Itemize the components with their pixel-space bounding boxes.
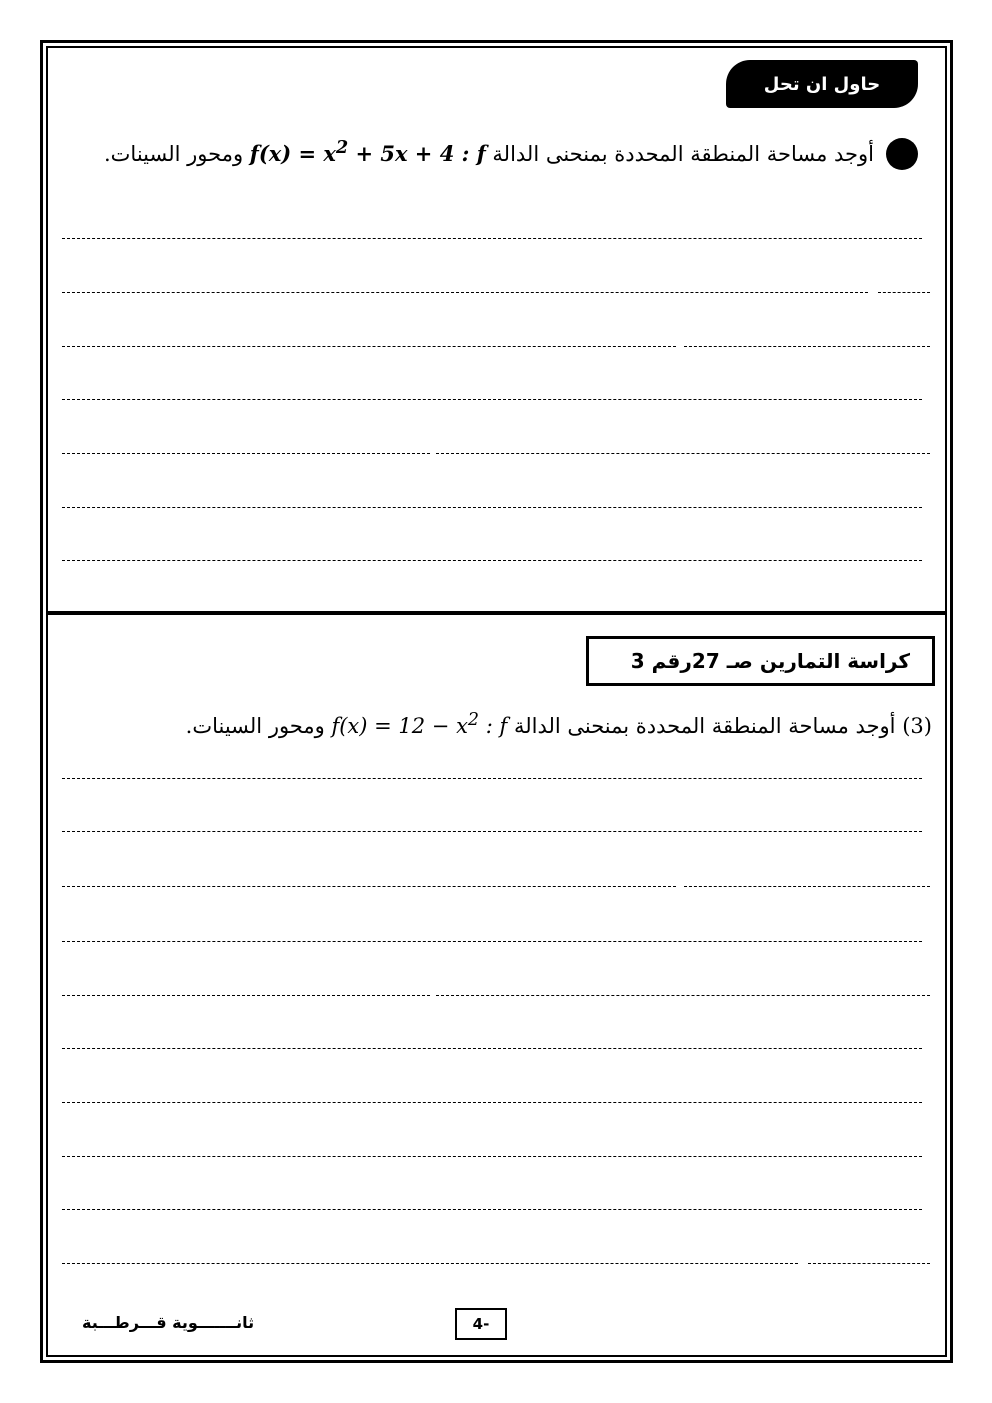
- school-name: ثانـــــــوية قـــرطـــبة: [82, 1313, 255, 1332]
- answer-line: [62, 560, 922, 561]
- page-number: 4-: [472, 1315, 490, 1333]
- answer-line: [62, 995, 430, 996]
- page-number-box: [455, 1308, 507, 1340]
- answer-line: [62, 1102, 922, 1103]
- question-3-prefix: أوجد مساحة المنطقة المحددة بمنحنى الدالة: [513, 714, 896, 738]
- question-3: [186, 710, 932, 738]
- answer-line: [62, 399, 922, 400]
- answer-line: [62, 1209, 922, 1210]
- question-1-suffix: ومحور السينات.: [103, 142, 244, 166]
- answer-line: [684, 346, 930, 347]
- answer-line: [62, 831, 922, 832]
- answer-line: [62, 1156, 922, 1157]
- answer-line: [62, 778, 922, 779]
- page-border-inner: [46, 46, 947, 1357]
- bullet-icon: [886, 138, 918, 170]
- answer-line: [62, 346, 676, 347]
- try-solve-label: حاول ان تحل: [763, 73, 881, 95]
- section-divider: [46, 611, 947, 615]
- question-1: [104, 138, 874, 166]
- answer-line: [436, 995, 930, 996]
- answer-line: [62, 507, 922, 508]
- answer-line: [436, 453, 930, 454]
- answer-line: [62, 1048, 922, 1049]
- answer-line: [808, 1263, 930, 1264]
- try-solve-badge: [726, 60, 918, 108]
- answer-line: [62, 292, 868, 293]
- answer-line: [62, 238, 922, 239]
- answer-line: [62, 1263, 798, 1264]
- workbook-reference-box: [586, 636, 935, 686]
- answer-line: [62, 886, 676, 887]
- question-1-prefix: أوجد مساحة المنطقة المحددة بمنحنى الدالة: [492, 142, 874, 166]
- answer-line: [684, 886, 930, 887]
- question-3-function: $f(x) = 12 - x^2$ : f: [331, 710, 508, 738]
- answer-line: [62, 941, 922, 942]
- question-3-suffix: ومحور السينات.: [185, 714, 325, 738]
- answer-line: [878, 292, 930, 293]
- workbook-reference-label: كراسة التمارين صـ 27رقم 3: [630, 649, 910, 673]
- answer-line: [62, 453, 430, 454]
- question-1-function: $f(x) = x^2 + 5x + 4$ : f: [249, 138, 486, 166]
- question-3-number: (3): [902, 714, 932, 738]
